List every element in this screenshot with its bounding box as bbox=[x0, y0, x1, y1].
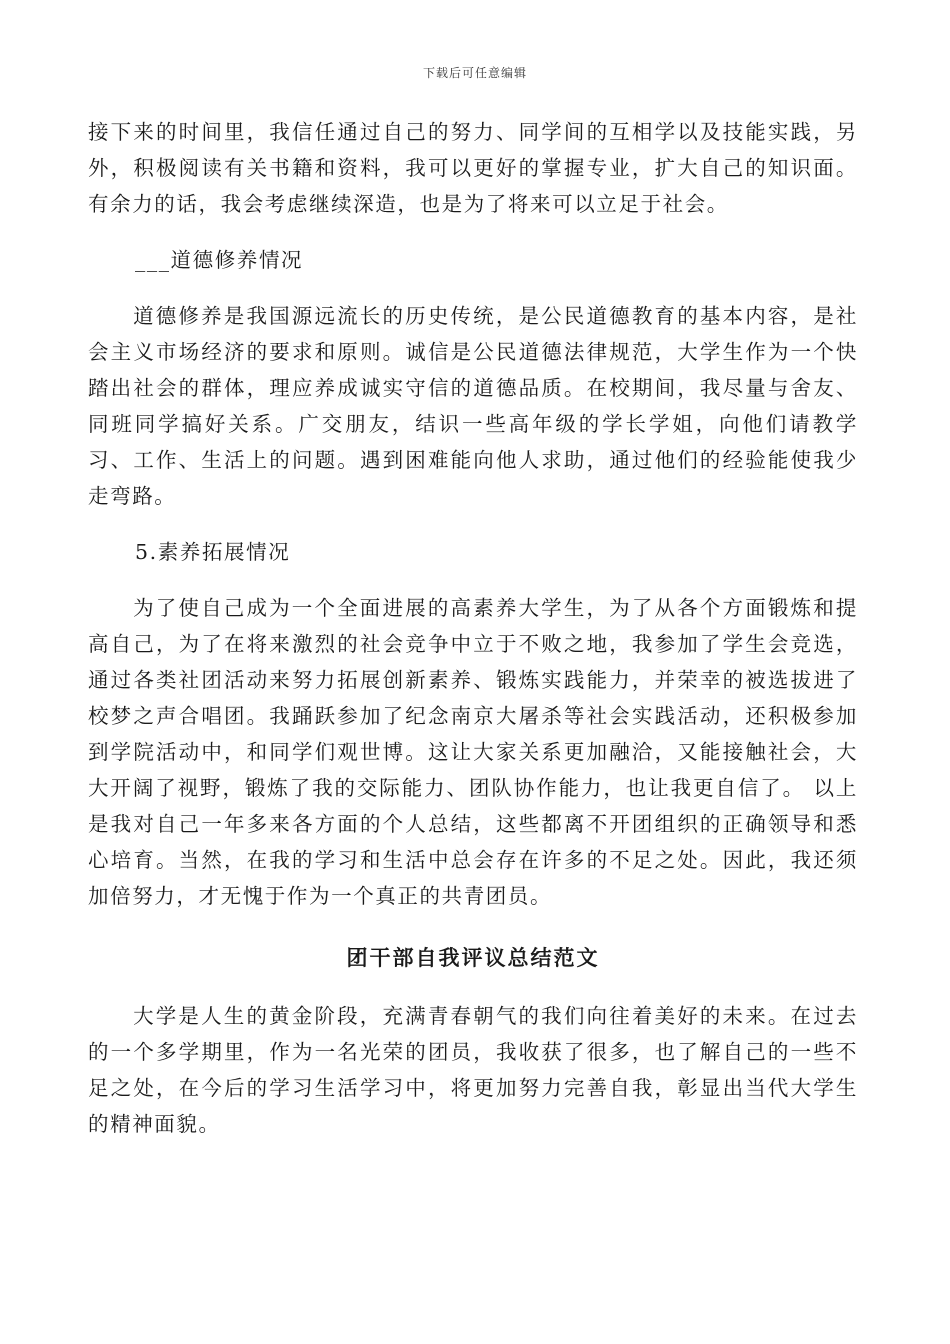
paragraph-intro: 大学是人生的黄金阶段，充满青春朝气的我们向往着美好的未来。在过去的一个多学期里，作为一名光荣的团员，我收获了很多，也了解自己的一些不足之处，在今后的学习生活学习中，将更加努力完善自我，彰显出当代大学生的精神面貌。 bbox=[88, 1004, 858, 1136]
paragraph-quality-expansion: 为了使自己成为一个全面进展的高素养大学生，为了从各个方面锻炼和提高自己，为了在将来激烈的社会竞争中立于不败之地，我参加了学生会竞选，通过各类社团活动来努力拓展创新素养、锻炼实践能力，并荣幸的被选拔进了校梦之声合唱团。我踊跃参加了纪念南京大屠杀等社会实践活动，还积极参加到学院活动中，和同学们观世博。这让大家关系更加融洽，又能接触社会，大大开阔了视野，锻炼了我的交际能力、团队协作能力，也让我更自信了。 以上是我对自己一年多来各方面的个人总结，这些都离不开团组织的正确领导和悉心培育。当然，在我的学习和生活中总会存在许多的不足之处。因此，我还须加倍努力，才无愧于作为一个真正的共青团员。 bbox=[88, 596, 858, 908]
heading-quality-expansion: 5.素养拓展情况 bbox=[135, 540, 291, 564]
document-body bbox=[88, 114, 858, 1142]
paragraph-moral-cultivation: 道德修养是我国源远流长的历史传统，是公民道德教育的基本内容，是社会主义市场经济的要求和原则。诚信是公民道德法律规范，大学生作为一个快踏出社会的群体，理应养成诚实守信的道德品质。在校期间，我尽量与舍友、同班同学搞好关系。广交朋友，结识一些高年级的学长学姐，向他们请教学习、工作、生活上的问题。遇到困难能向他人求助，通过他们的经验能使我少走弯路。 bbox=[88, 304, 858, 508]
document-title: 团干部自我评议总结范文 bbox=[346, 946, 600, 970]
paragraph-study-plan: 接下来的时间里，我信任通过自己的努力、同学间的互相学以及技能实践，另外，积极阅读有关书籍和资料，我可以更好的掌握专业，扩大自己的知识面。有余力的话，我会考虑继续深造，也是为了将来可以立足于社会。 bbox=[88, 120, 858, 216]
heading-moral-cultivation: ___道德修养情况 bbox=[135, 248, 304, 272]
page-header: 下载后可任意编辑 bbox=[422, 66, 527, 80]
